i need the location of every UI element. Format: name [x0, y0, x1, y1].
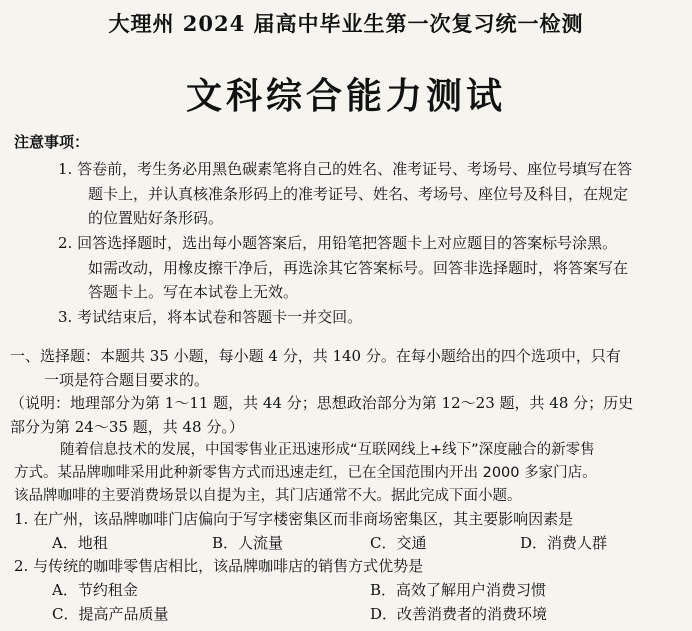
note-3-line-1: 3. 考试结束后，将本试卷和答题卡一并交回。: [58, 308, 363, 326]
question-1-stem: 1. 在广州，该品牌咖啡门店偏向于写字楼密集区而非商场密集区，其主要影响因素是: [14, 510, 574, 528]
question-1-option-c: C．交通: [370, 534, 427, 552]
notes-heading: 注意事项：: [14, 133, 90, 151]
subject-title: 文科综合能力测试: [185, 75, 506, 117]
section1-heading-line-1: 一、选择题：本题共 35 小题，每小题 4 分，共 140 分。在每小题给出的四个选项中，只有: [10, 347, 621, 365]
note-1-line-3: 的位置贴好条形码。: [88, 209, 224, 227]
question-1-option-d: D．消费人群: [520, 534, 608, 552]
section1-heading-line-2: 一项是符合题目要求的。: [44, 371, 210, 389]
note-2-line-3: 答题卡上。写在本试卷上无效。: [88, 283, 299, 301]
passage-line-1: 随着信息技术的发展，中国零售业正迅速形成“互联网线上+线下”深度融合的新零售: [60, 442, 595, 458]
section1-note-line-1: （说明：地理部分为第 1～11 题，共 44 分；思想政治部分为第 12～23 题，共 48 分；历史: [10, 394, 634, 412]
passage-line-2: 方式。某品牌咖啡采用此种新零售方式而迅速走红，已在全国范围内开出 2000 多家门店。: [14, 465, 597, 481]
question-2-stem: 2. 与传统的咖啡零售店相比，该品牌咖啡店的销售方式优势是: [14, 557, 424, 575]
note-1-line-2: 题卡上，并认真核准条形码上的准考证号、姓名、考场号、座位号及科目，在规定: [88, 185, 629, 203]
question-1-option-a: A．地租: [52, 534, 108, 552]
passage-line-3: 该品牌咖啡的主要消费场景以自提为主，其门店通常不大。据此完成下面小题。: [14, 488, 522, 504]
section1-note-line-2: 部分为第 24～35 题，共 48 分。）: [10, 418, 244, 436]
question-2-option-c: C．提高产品质量: [52, 605, 169, 623]
note-1-line-1: 1. 答卷前，考生务必用黑色碳素笔将自己的姓名、准考证号、考场号、座位号填写在答: [58, 160, 633, 178]
question-2-option-d: D．改善消费者的消费环境: [370, 605, 548, 623]
note-2-line-1: 2. 回答选择题时，选出每小题答案后，用铅笔把答题卡上对应题目的答案标号涂黑。: [58, 234, 618, 252]
note-2-line-2: 如需改动，用橡皮擦干净后，再选涂其它答案标号。回答非选择题时，将答案写在: [88, 259, 629, 277]
question-1-option-b: B．人流量: [212, 534, 284, 552]
question-2-option-b: B．高效了解用户消费习惯: [370, 581, 547, 599]
exam-title: 大理州 2024 届高中毕业生第一次复习统一检测: [108, 11, 584, 36]
question-2-option-a: A．节约租金: [52, 581, 138, 599]
